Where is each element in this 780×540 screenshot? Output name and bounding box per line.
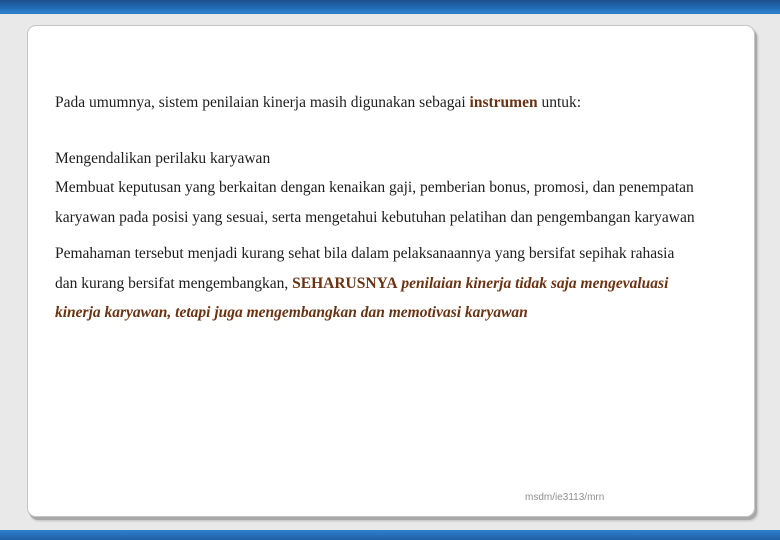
intro-text: Pada umumnya, sistem penilaian kinerja masih digunakan sebagai [55, 94, 470, 111]
closing-text: Pemahaman tersebut menjadi kurang sehat bila dalam pelaksanaannya yang bersifat sepihak rahasia dan kurang bersifat mengembangkan, [55, 245, 675, 292]
top-accent-bar [0, 0, 780, 14]
point-item: Membuat keputusan yang berkaitan dengan kenaikan gaji, pemberian bonus, promosi, dan penempatan karyawan pada posisi yang sesuai, serta mengetahui kebutuhan pelatihan dan pengembangan karyawan [55, 179, 695, 226]
slide-content [55, 88, 700, 328]
slide-card [27, 25, 755, 517]
intro-paragraph [55, 88, 700, 118]
closing-emphasis-italic: penilaian kinerja tidak saja mengevaluasi kinerja karyawan, tetapi juga mengembangkan dan memotivasi karyawan [55, 274, 669, 321]
closing-paragraph [55, 239, 700, 328]
point-item: Mengendalikan perilaku karyawan [55, 149, 271, 167]
intro-emphasis: instrumen [469, 94, 538, 111]
slide-footer: msdm/ie3113/mrn [525, 492, 605, 503]
bottom-accent-bar [0, 530, 780, 540]
closing-emphasis: SEHARUSNYA [292, 274, 398, 292]
intro-suffix: untuk: [537, 94, 582, 111]
